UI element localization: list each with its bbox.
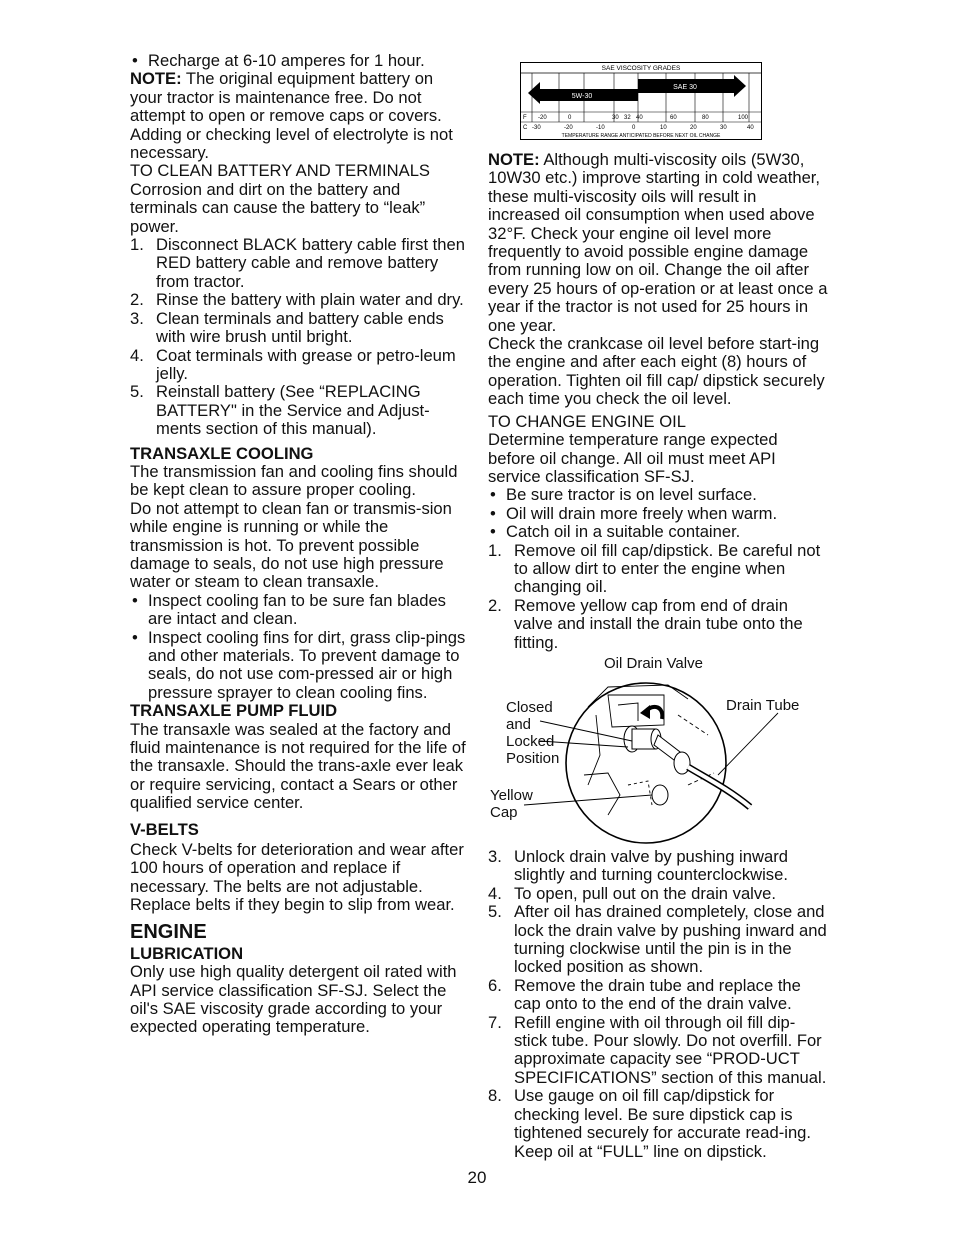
cooling-bullets [130,592,470,702]
svg-text:30: 30 [720,125,727,131]
change-steps-a [488,542,828,652]
transaxle-cooling-p2: Do not attempt to clean fan or transmis-sion while engine is running or while the transmission is hot. To prevent possible damage to seals, do not use high pressure water or steam to clean transaxle. [130,498,452,592]
drain-tube-label: Drain Tube [726,697,800,714]
svg-text:32: 32 [624,115,631,121]
list-item: 1. Disconnect BLACK battery cable first then RED battery cable and remove battery from tractor. [130,235,465,291]
oil-drain-valve-figure [488,655,828,845]
right-column [488,151,828,652]
change-oil-heading: TO CHANGE ENGINE OIL [488,411,686,431]
recharge-bullet: • Recharge at 6-10 amperes for 1 hour. [130,52,470,70]
svg-text:F: F [523,115,527,121]
crankcase-text: Check the crankcase oil level before start-ing the engine and after each eight (8) hours of operation. Tighten oil fill cap/ dipstick securely each time you check the oil level. [488,334,825,409]
sae-5w30-label: 5W-30 [571,93,593,100]
note-label: NOTE: [488,150,540,169]
lubrication-heading: LUBRICATION [130,943,244,963]
pump-fluid-text: The transaxle was sealed at the factory and fluid maintenance is not required for the life of the transaxle. Should the trans-axle ever leak or require servicing, contact a Sears or other qualified service center. [130,719,466,813]
battery-note [130,70,470,162]
change-oil-intro: Determine temperature range expected before oil change. All oil must meet API service classification SF-SJ. [488,430,778,486]
closed-locked-label: Closed and Locked Position [506,699,560,767]
svg-text:-20: -20 [564,125,573,131]
svg-text:0: 0 [568,115,572,121]
change-bullets [488,486,828,541]
note-text: Although multi-viscosity oils (5W30, 10W30 etc.) improve starting in cold weather, these multi-viscosity oils will result in increased oil consumption when used above 32°F. Check your engine oil level more frequently to avoid possible engine damage from running low on oil. Change the oil after every 25 hours of op-eration or at least once a year if the tractor is not used for 25 hours in one year. [488,150,828,335]
svg-text:0: 0 [632,125,636,131]
vbelts-heading: V-BELTS [130,819,199,839]
svg-text:60: 60 [670,115,677,121]
svg-text:100: 100 [738,115,749,121]
engine-heading: ENGINE [130,920,207,943]
svg-text:-30: -30 [532,125,541,131]
lubrication-text: Only use high quality detergent oil rated with API service classification SF-SJ. Select the oil's SAE viscosity grade according to your expected operating temperature. [130,962,457,1037]
list-item: • Oil will drain more freely when warm. [488,505,828,523]
list-item: 5. Reinstall battery (See “REPLACING BATTERY" in the Service and Adjust-ments section of this manual). [130,382,430,439]
list-item: • Inspect cooling fins for dirt, grass clip-pings and other materials. To prevent damage to seals, do not use com-pressed air or high pressure sprayer to clean cooling fins. [130,629,470,703]
vbelts-text: Check V-belts for deterioration and wear after 100 hours of operation and replace if necessary. The belts are not adjustable. Replace belts if they begin to slip from wear. [130,840,464,915]
list-item: 2. Rinse the battery with plain water and dry. [130,290,464,310]
sae-chart-title: SAE VISCOSITY GRADES [601,65,681,72]
transaxle-cooling-p1: The transmission fan and cooling fins should be kept clean to assure proper cooling. [130,461,458,500]
sae-viscosity-chart [520,62,762,140]
change-steps-b [488,848,828,1161]
figure-title: Oil Drain Valve [604,655,703,672]
sae-chart-footer: TEMPERATURE RANGE ANTICIPATED BEFORE NEXT OIL CHANGE [561,133,721,139]
clean-battery-intro: Corrosion and dirt on the battery and terminals can cause the battery to “leak” power. [130,179,426,236]
drain-valve-illustration [488,655,828,845]
note-text: The original equipment battery on your tractor is maintenance free. Do not attempt to open or remove caps or covers. Adding or checking level of electrolyte is not necessary. [130,69,453,163]
list-item: • Catch oil in a suitable container. [488,523,828,541]
list-item: 5. After oil has drained completely, close and lock the drain valve by pushing inward and turning clockwise until the pin is in the locked position as shown. [488,902,827,977]
transaxle-cooling-heading: TRANSAXLE COOLING [130,443,314,463]
list-item: 1. Remove oil fill cap/dipstick. Be careful not to allow dirt to enter the engine when changing oil. [488,540,821,597]
right-column-continued [488,848,828,1161]
list-item: 4. Coat terminals with grease or petro-leum jelly. [130,345,456,383]
svg-text:30: 30 [612,115,619,121]
list-item: 8. Use gauge on oil fill cap/dipstick for checking level. Be sure dipstick cap is tightened securely for accurate read-ing. Keep oil at “FULL” line on dipstick. [488,1086,812,1161]
list-item: 3. Unlock drain valve by pushing inward slightly and turning counterclockwise. [488,847,788,885]
pump-fluid-heading: TRANSAXLE PUMP FLUID [130,701,338,721]
svg-text:10: 10 [660,125,667,131]
page-number: 20 [467,1168,487,1187]
svg-text:40: 40 [636,115,643,121]
recharge-list [130,52,470,70]
svg-text:-20: -20 [538,115,547,121]
list-item: 4. To open, pull out on the drain valve. [488,883,776,903]
svg-text:C: C [523,125,528,131]
list-item: 2. Remove yellow cap from end of drain valve and install the drain tube onto the fitting. [488,595,803,652]
note-label: NOTE: [130,69,182,89]
svg-text:20: 20 [690,125,697,131]
left-column [130,52,470,1037]
multi-viscosity-note [488,151,828,335]
list-item: 3. Clean terminals and battery cable ends with wire brush until bright. [130,308,444,347]
sae30-label: SAE 30 [673,84,697,91]
svg-text:-10: -10 [596,125,605,131]
list-item: 7. Refill engine with oil through oil fill dip-stick tube. Pour slowly. Do not overfill. For approximate capacity see “PROD-UCT SPECIFICATIONS” section of this manual. [488,1012,827,1087]
clean-steps [130,236,470,438]
list-item: • Be sure tractor is on level surface. [488,486,828,504]
svg-text:40: 40 [747,125,754,131]
svg-text:80: 80 [702,115,709,121]
clean-battery-heading: TO CLEAN BATTERY AND TERMINALS [130,161,430,181]
list-item: 6. Remove the drain tube and replace the cap onto to the end of the drain valve. [488,975,801,1014]
yellow-cap-label: Yellow Cap [490,787,533,821]
list-item: • Inspect cooling fan to be sure fan blades are intact and clean. [130,592,470,629]
